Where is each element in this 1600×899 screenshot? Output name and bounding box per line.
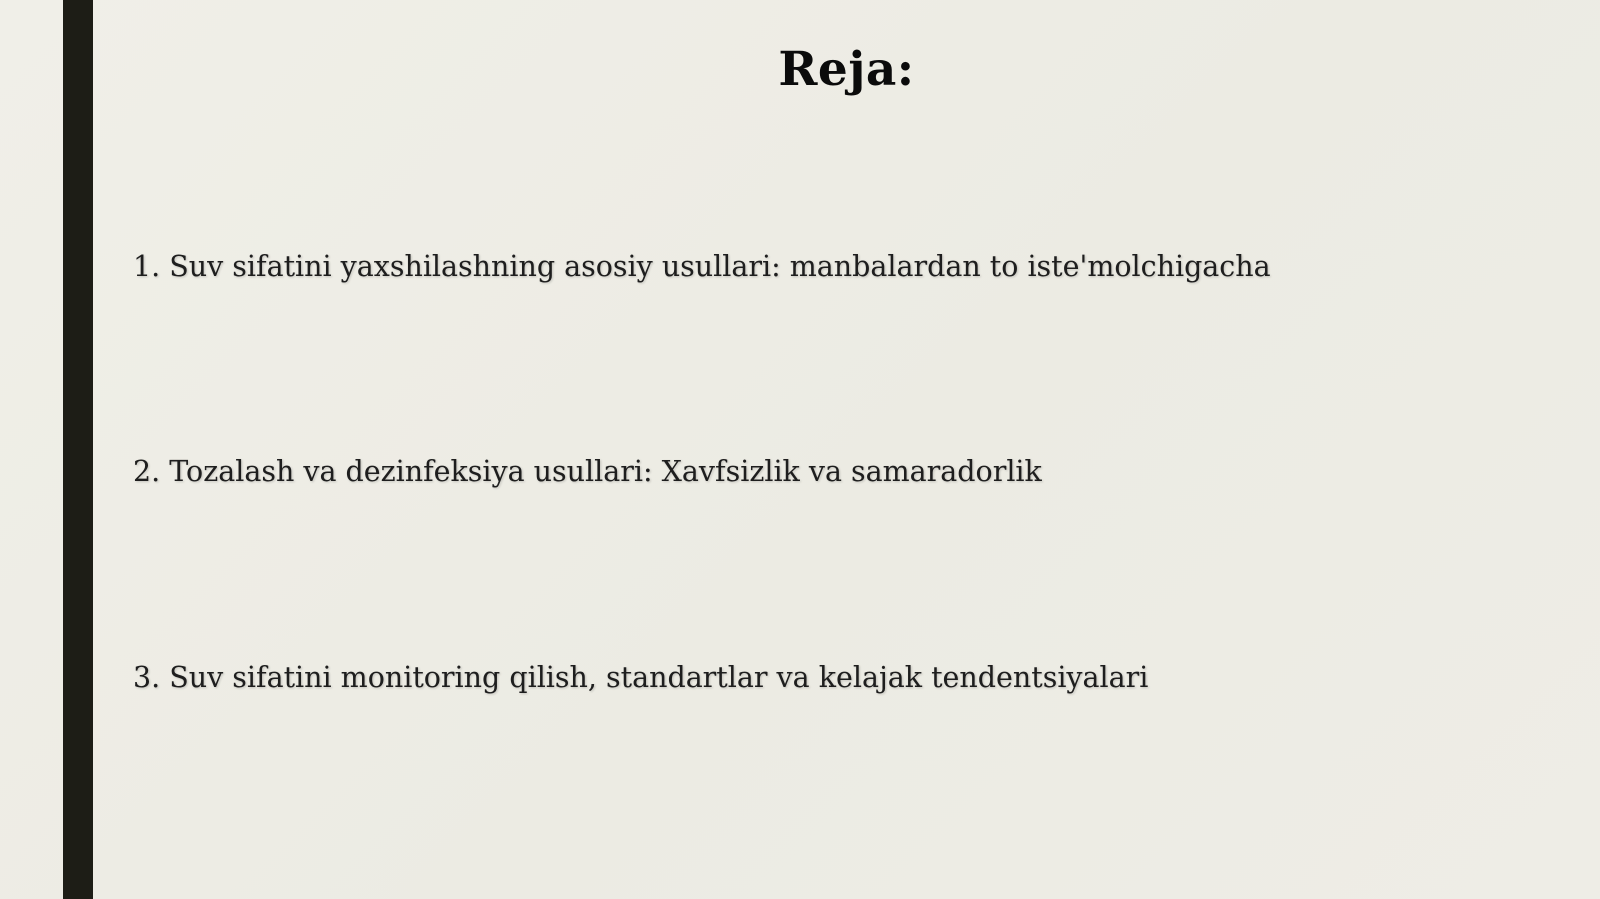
plan-item-3: 3. Suv sifatini monitoring qilish, standartlar va kelajak tendentsiyalari [133, 661, 1149, 694]
plan-item-1: 1. Suv sifatini yaxshilashning asosiy usullari: manbalardan to iste'molchigacha [133, 250, 1271, 283]
slide-title: Reja: [778, 42, 915, 97]
plan-item-2: 2. Tozalash va dezinfeksiya usullari: Xavfsizlik va samaradorlik [133, 455, 1042, 488]
left-accent-bar [63, 0, 93, 899]
